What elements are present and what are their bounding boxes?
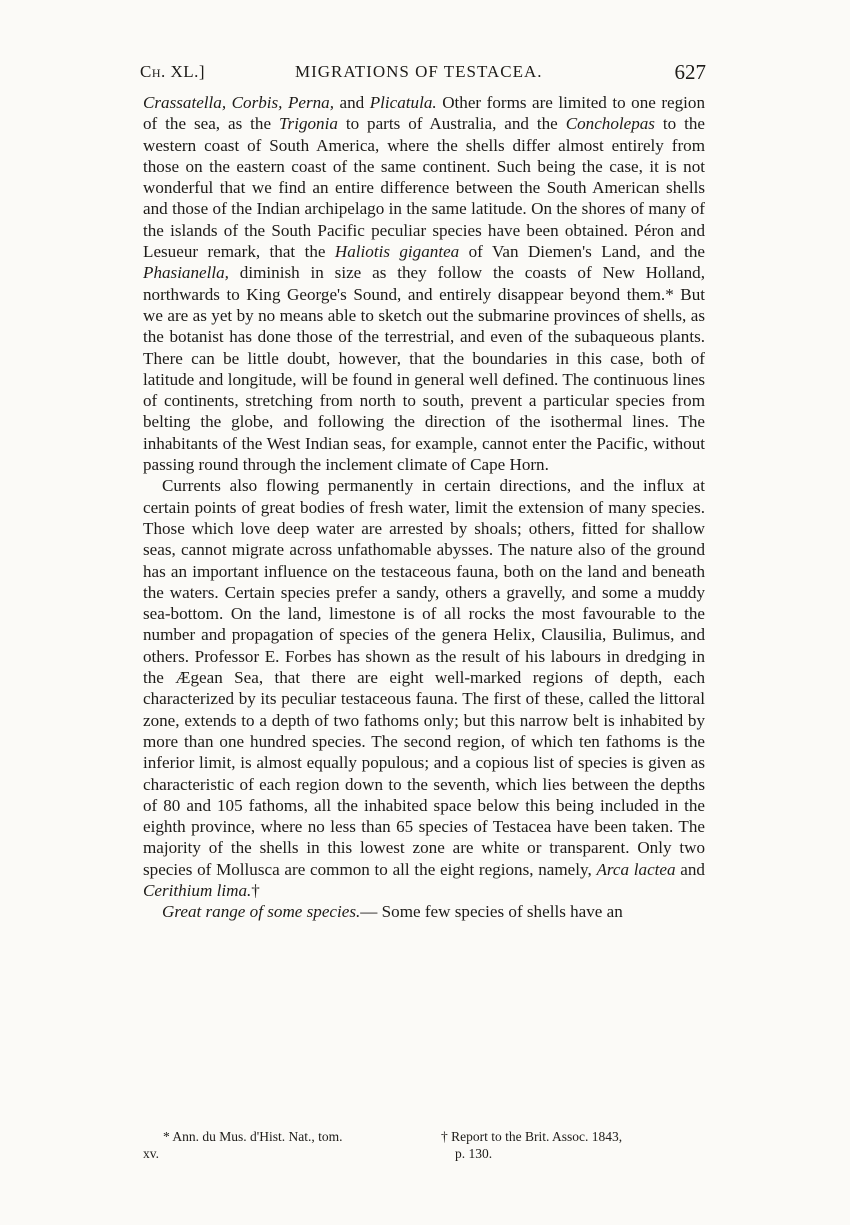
text-run: diminish in size as they follow the coasts of New Holland, northwards to King George's Sound, and entirely disappear beyond them.* But we are as yet by no means able to sketch out the submarine provinces of shells, as the botanist has done those of the terrestrial, and even of the subaqueous plants. There can be little doubt, however, that the boundaries in this case, both of latitude and longitude, will be found in general well defined. The continuous lines of continents, stretching from north to south, prevent a particular species from belting the globe, and following the direction of the isothermal lines. The inhabitants of the West Indian seas, for example, cannot enter the Pacific, without passing round through the inclement climate of Cape Horn. <box>143 263 705 475</box>
text-run: — Some few species of shells have an <box>360 902 623 922</box>
paragraph-2 <box>143 475 705 901</box>
page-number: 627 <box>674 60 706 84</box>
text-run: † <box>251 880 260 900</box>
footnote-report-brit-assoc <box>441 1128 707 1162</box>
italic-run: Phasianella, <box>143 263 229 283</box>
footnote-line: xv. <box>143 1146 159 1161</box>
footnote-ann-du-mus <box>143 1128 423 1162</box>
text-run: to the western coast of South America, where the shells differ almost entirely from those on the eastern coast of the same continent. Such being the case, it is not wonderful that we find an entire difference between the South American shells and those of the Indian archipelago in the same latitude. On the shores of many of the islands of the South Pacific peculiar species have been obtained. Péron and Lesueur remark, that the <box>143 114 706 262</box>
running-header <box>140 60 706 90</box>
italic-run: Cerithium lima. <box>143 880 252 900</box>
running-title: MIGRATIONS OF TESTACEA. <box>295 62 543 81</box>
italic-run: Arca lactea <box>596 859 676 879</box>
text-run: and <box>675 859 705 879</box>
footnote-line: † Report to the Brit. Assoc. 1843, <box>441 1129 623 1144</box>
text-run: of Van Diemen's Land, and the <box>459 242 705 262</box>
text-run: Other forms are limited to one region of the sea, as the <box>143 93 706 134</box>
text-run: Currents also flowing permanently in certain directions, and the influx at certain points of great bodies of fresh water, limit the extension of many species. Those which love deep water are arrested by shoals; others, fitted for shallow seas, cannot migrate across unfathomable abysses. The nature also of the ground has an important influence on the testaceous fauna, both on the land and beneath the waters. Certain species prefer a sandy, others a gravelly, and some a muddy sea-bottom. On the land, limestone is of all rocks the most favourable to the number and propagation of species of the genera Helix, Clausilia, Bulimus, and others. Professor E. Forbes has shown as the result of his labours in dredging in the Ægean Sea, that there are eight well-marked regions of depth, each characterized by its peculiar testaceous fauna. The first of these, called the littoral zone, extends to a depth of two fathoms only; but this narrow belt is inhabited by more than one hundred species. The second region, of which ten fathoms is the inferior limit, is almost equally populous; and a copious list of species is given as characteristic of each region down to the seventh, which lies between the depths of 80 and 105 fathoms, all the inhabited space below this being included in the eighth province, where no less than 65 species of Testacea have been taken. The majority of the shells in this lowest zone are white or transparent. Only two species of Mollusca are common to all the eight regions, namely, <box>143 476 705 879</box>
footnote-line: * Ann. du Mus. d'Hist. Nat., tom. <box>163 1129 343 1144</box>
text-run: to parts of Australia, and the <box>337 114 566 134</box>
footnote-line: p. 130. <box>455 1146 493 1161</box>
italic-run: Great range of some species. <box>162 902 361 922</box>
italic-run: Concholepas <box>565 114 655 134</box>
paragraph-1 <box>143 92 705 475</box>
text-run: and <box>334 93 370 112</box>
italic-run: Crassatella, Corbis, Perna, <box>143 93 335 112</box>
chapter-label: Ch. XL.] <box>140 62 206 81</box>
italic-run: Haliotis gigantea <box>334 242 460 262</box>
paragraph-3 <box>143 901 705 922</box>
italic-run: Plicatula. <box>369 93 437 112</box>
body-text <box>143 92 705 923</box>
italic-run: Trigonia <box>278 114 338 134</box>
